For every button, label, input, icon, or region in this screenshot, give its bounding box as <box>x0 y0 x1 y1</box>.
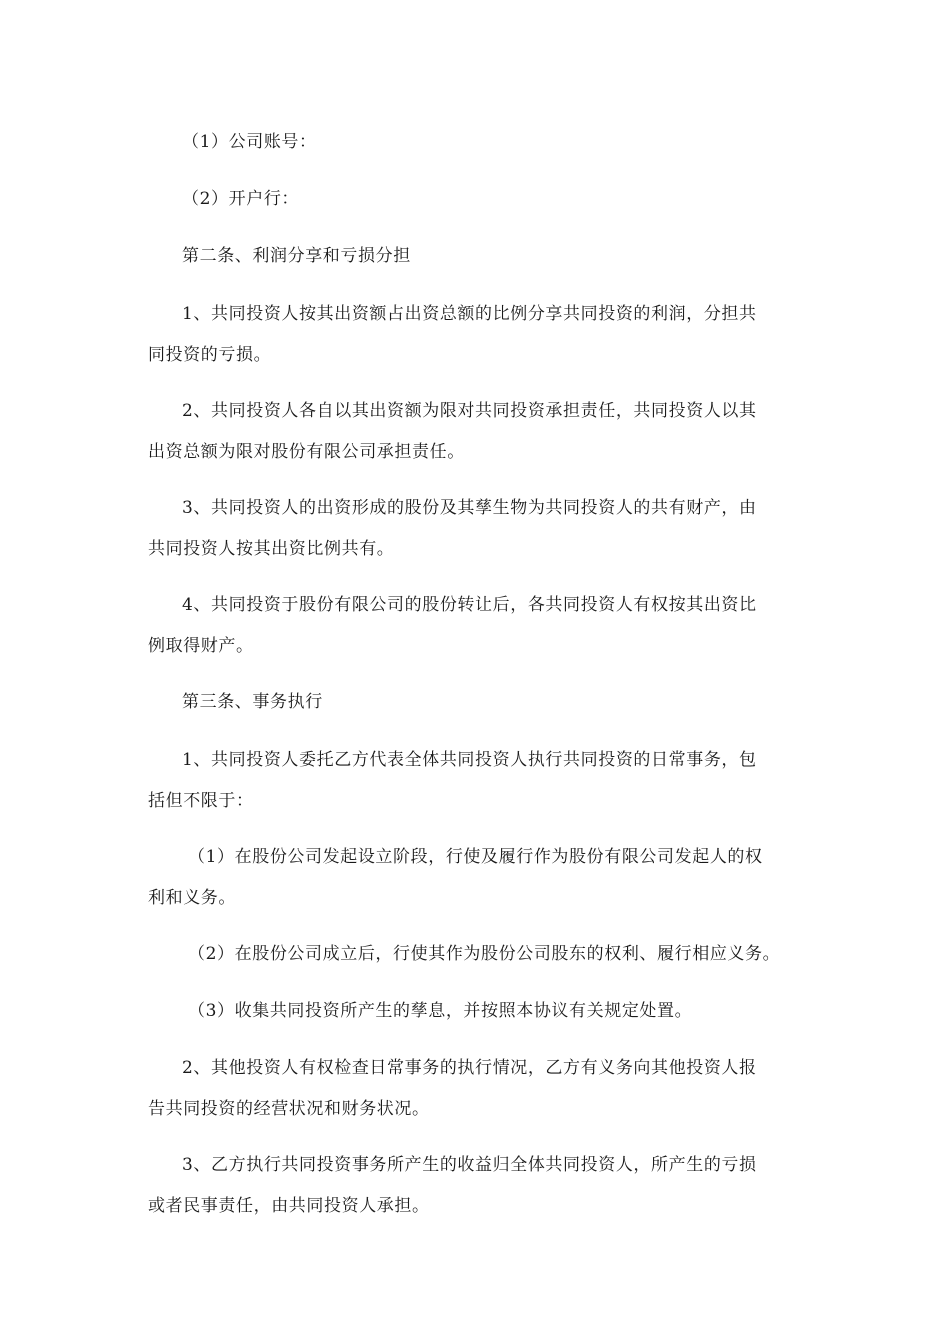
article-two-clause-3-line-1: 3、共同投资人的出资形成的股份及其孳生物为共同投资人的共有财产，由 <box>182 498 757 518</box>
article-two-heading: 第二条、利润分享和亏损分担 <box>182 246 411 266</box>
article-three-subitem-1-line-2: 利和义务。 <box>148 888 236 908</box>
article-two-clause-2-line-2: 出资总额为限对股份有限公司承担责任。 <box>148 442 465 462</box>
article-two-clause-1-line-2: 同投资的亏损。 <box>148 345 272 365</box>
article-three-clause-3-line-1: 3、乙方执行共同投资事务所产生的收益归全体共同投资人，所产生的亏损 <box>182 1155 757 1175</box>
article-three-clause-3-line-2: 或者民事责任，由共同投资人承担。 <box>148 1196 430 1216</box>
article-two-clause-1-line-1: 1、共同投资人按其出资额占出资总额的比例分享共同投资的利润，分担共 <box>182 304 757 324</box>
article-three-subitem-2: （2）在股份公司成立后，行使其作为股份公司股东的权利、履行相应义务。 <box>188 944 781 964</box>
article-three-subitem-1-line-1: （1）在股份公司发起设立阶段，行使及履行作为股份有限公司发起人的权 <box>188 847 763 867</box>
item-company-account: （1）公司账号： <box>182 132 317 152</box>
article-three-heading: 第三条、事务执行 <box>182 692 323 712</box>
article-two-clause-3-line-2: 共同投资人按其出资比例共有。 <box>148 539 395 559</box>
article-three-subitem-3: （3）收集共同投资所产生的孳息，并按照本协议有关规定处置。 <box>188 1001 693 1021</box>
article-two-clause-2-line-1: 2、共同投资人各自以其出资额为限对共同投资承担责任，共同投资人以其 <box>182 401 757 421</box>
article-three-clause-1-line-2: 括但不限于： <box>148 791 254 811</box>
article-two-clause-4-line-2: 例取得财产。 <box>148 636 254 656</box>
article-two-clause-4-line-1: 4、共同投资于股份有限公司的股份转让后，各共同投资人有权按其出资比 <box>182 595 757 615</box>
item-opening-bank: （2）开户行： <box>182 189 300 209</box>
article-three-clause-1-line-1: 1、共同投资人委托乙方代表全体共同投资人执行共同投资的日常事务，包 <box>182 750 757 770</box>
article-three-clause-2-line-2: 告共同投资的经营状况和财务状况。 <box>148 1099 430 1119</box>
article-three-clause-2-line-1: 2、其他投资人有权检查日常事务的执行情况，乙方有义务向其他投资人报 <box>182 1058 757 1078</box>
